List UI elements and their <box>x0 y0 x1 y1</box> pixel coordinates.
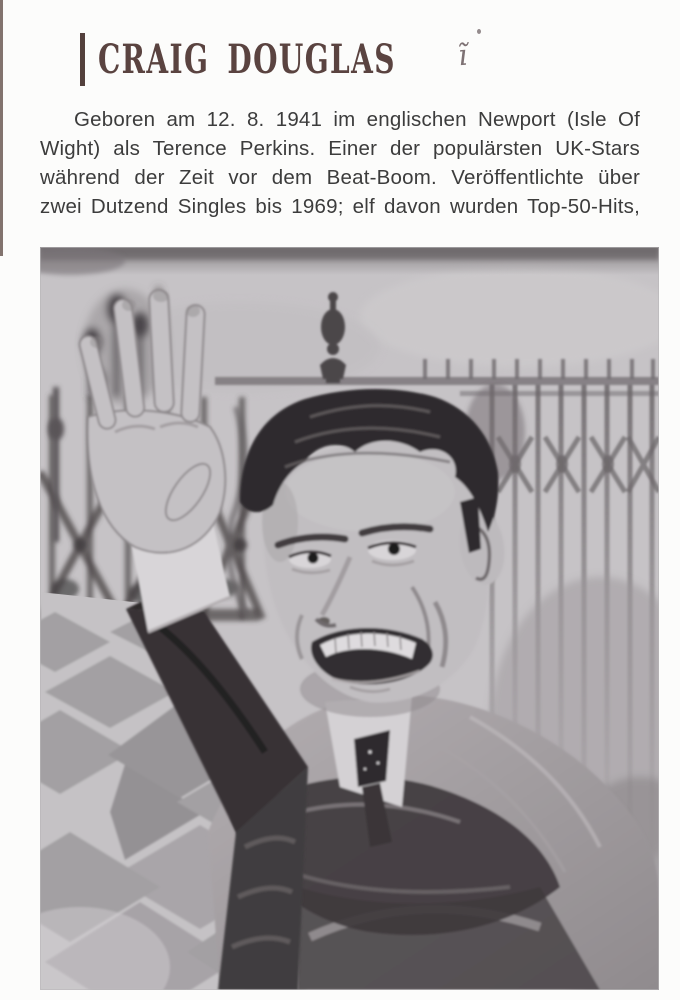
page-edge-line <box>0 0 3 256</box>
craig-douglas-waving-photo <box>40 247 659 990</box>
heading-accent-bar <box>80 33 85 86</box>
paragraph-line: Geboren am 12. 8. 1941 im englischen Newport (Isle Of <box>74 108 640 131</box>
photo-figure <box>40 247 659 990</box>
paragraph-line: Wight) als Terence Perkins. Einer der populärsten UK-Stars <box>40 137 640 160</box>
paragraph-line: während der Zeit vor dem Beat-Boom. Veröffentlichte über <box>40 166 640 189</box>
stray-ink-dot <box>477 29 481 34</box>
paragraph-line: zwei Dutzend Singles bis 1969; elf davon wurden Top-50-Hits, <box>40 195 640 218</box>
page-title: CRAIG DOUGLAS <box>98 35 396 83</box>
photo-top-edge <box>40 247 659 275</box>
stray-ink-mark: ĩ <box>456 37 469 73</box>
intro-paragraph <box>40 105 640 221</box>
